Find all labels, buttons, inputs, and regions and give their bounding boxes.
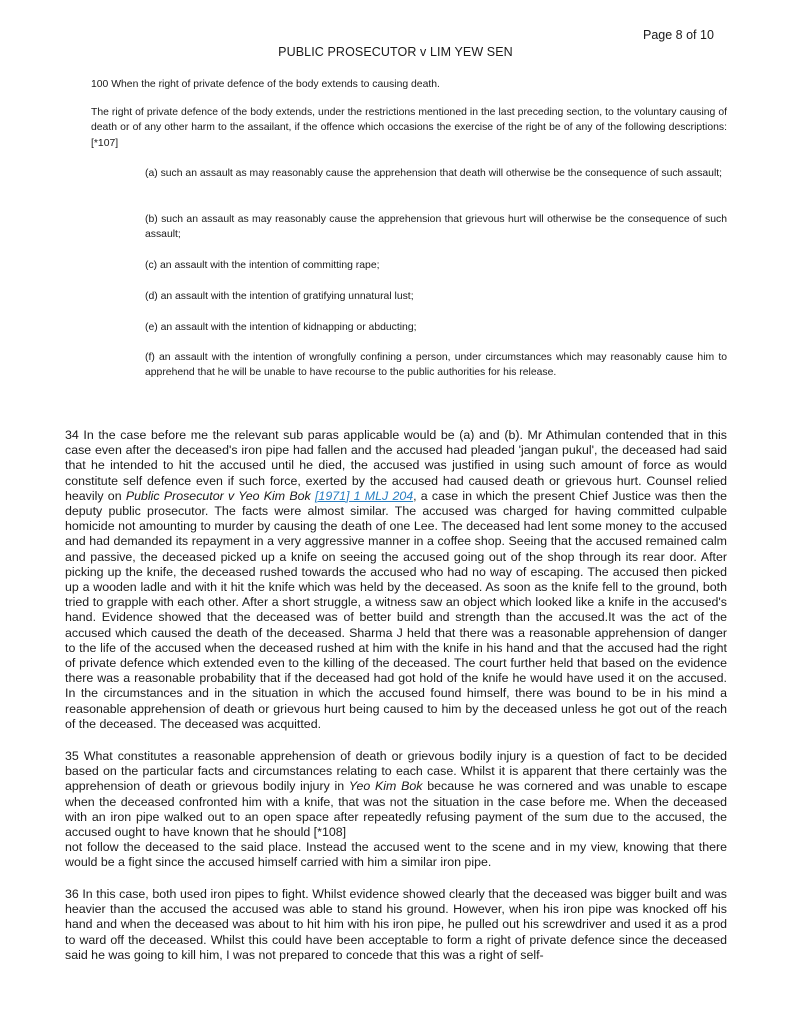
paragraph-35 bbox=[65, 749, 727, 871]
p35-text-end: because he was cornered and was unable to escape when the deceased confronted him with a knife, that was not the situation in the case before me. When the deceased with an iron pipe walked out to an open space after repeatedly refusing payment of the sum due to the accused, the accused ought to have known that he should [*108] bbox=[65, 779, 727, 840]
citation-link-1971-mlj-204[interactable]: [1971] 1 MLJ 204 bbox=[314, 488, 414, 503]
paragraph-34 bbox=[65, 428, 727, 732]
statute-subpara-c: (c) an assault with the intention of committing rape; bbox=[145, 260, 380, 271]
page-number: Page 8 of 10 bbox=[643, 28, 714, 42]
statute-subpara-d: (d) an assault with the intention of gratifying unnatural lust; bbox=[145, 291, 414, 302]
statute-subpara-a: (a) such an assault as may reasonably cause the apprehension that death will otherwise be the consequence of such assault; bbox=[145, 168, 723, 179]
p34-text-end: , a case in which the present Chief Justice was then the deputy public prosecutor. The facts were almost similar. The accused was charged for having committed culpable homicide not amounting to murder by causing the death of one Lee. The deceased had lent some money to the accused and had demanded its repayment in a very aggressive manner in a coffee shop. Seeing that the accused remained calm and passive, the deceased picked up a knife on seeing the accused going out of the shop through its rear door. After picking up the knife, the deceased rushed towards the accused who had no way of escaping. The accused then picked up a wooden ladle and with it hit the knife which was held by the deceased. As soon as the knife fell to the ground, both tried to grapple with each other. After a short struggle, a witness saw an object which looked like a knife in the accused's hand. Evidence showed that the deceased was of better build and strength than the accused.It was the act of the accused which caused the death of the deceased. Sharma J held that there was a reasonable apprehension of danger to the life of the accused when the deceased rushed at him with the knife in his hand and that the accused had the right of private defence which extended even to the killing of the deceased. The court further held that based on the evidence there was a reasonable probability that if the deceased had got hold of the knife he would have used it on the accused. In the circumstances and in the situation in which the accused found himself, there was bound to be in his mind a reasonable apprehension of death or grievous hurt being caused to him by the deceased unless he got out of the reach of the deceased. The deceased was acquitted. bbox=[65, 488, 727, 731]
p35-continuation: not follow the deceased to the said place. Instead the accused went to the scene and in my view, knowing that there would be a fight since the accused himself carried with him a similar iron pipe. bbox=[65, 840, 727, 870]
p34-text-start: 34 In the case before me the relevant sub paras applicable would be (a) and (b). Mr Athimulan contended that in this case even after the deceased's iron pipe had fallen and the accused had pleaded 'jangan pukul', the deceased had said that he intended to hit the accused until he died, the accused was justified in using such amount of force as would constitute self defence even if such force, exerted by the accused had caused death or grievous hurt. Counsel relied heavily on bbox=[65, 428, 727, 503]
statute-subpara-e: (e) an assault with the intention of kidnapping or abducting; bbox=[145, 322, 417, 333]
statute-heading: 100 When the right of private defence of the body extends to causing death. bbox=[91, 79, 440, 90]
paragraph-36 bbox=[65, 887, 727, 963]
running-title: PUBLIC PROSECUTOR v LIM YEW SEN bbox=[278, 45, 513, 59]
p35-case-name: Yeo Kim Bok bbox=[348, 779, 423, 794]
statute-intro: The right of private defence of the body extends, under the restrictions mentioned in the last preceding section, to the voluntary causing of death or of any other harm to the assailant, if the offence which occasions the exercise of the right be of any of the following descriptions: [*107] bbox=[91, 107, 727, 149]
statute-subpara-b: (b) such an assault as may reasonably cause the apprehension that grievous hurt will otherwise be the consequence of such assault; bbox=[145, 214, 727, 241]
statute-subpara-f: (f) an assault with the intention of wrongfully confining a person, under circumstances which may reasonably cause him to apprehend that he will be unable to have recourse to the public authorities for his release. bbox=[145, 352, 727, 379]
p34-case-name: Public Prosecutor v Yeo Kim Bok bbox=[125, 488, 311, 503]
p35-text-start: 35 What constitutes a reasonable apprehension of death or grievous bodily injury is a question of fact to be decided based on the particular facts and circumstances relating to each case. Whilst it is apparent that there certainly was the apprehension of death or grievous bodily injury in bbox=[65, 749, 727, 794]
p36-text: 36 In this case, both used iron pipes to fight. Whilst evidence showed clearly that the deceased was bigger built and was heavier than the accused the accused was able to stand his ground. However, when his iron pipe was knocked off his hand and when the deceased was about to hit him with his iron pipe, he pulled out his screwdriver and used it as a prod to ward off the deceased. Whilst this could have been acceptable to form a right of private defence since the deceased said he was going to kill him, I was not prepared to concede that this was a right of self- bbox=[65, 887, 727, 962]
